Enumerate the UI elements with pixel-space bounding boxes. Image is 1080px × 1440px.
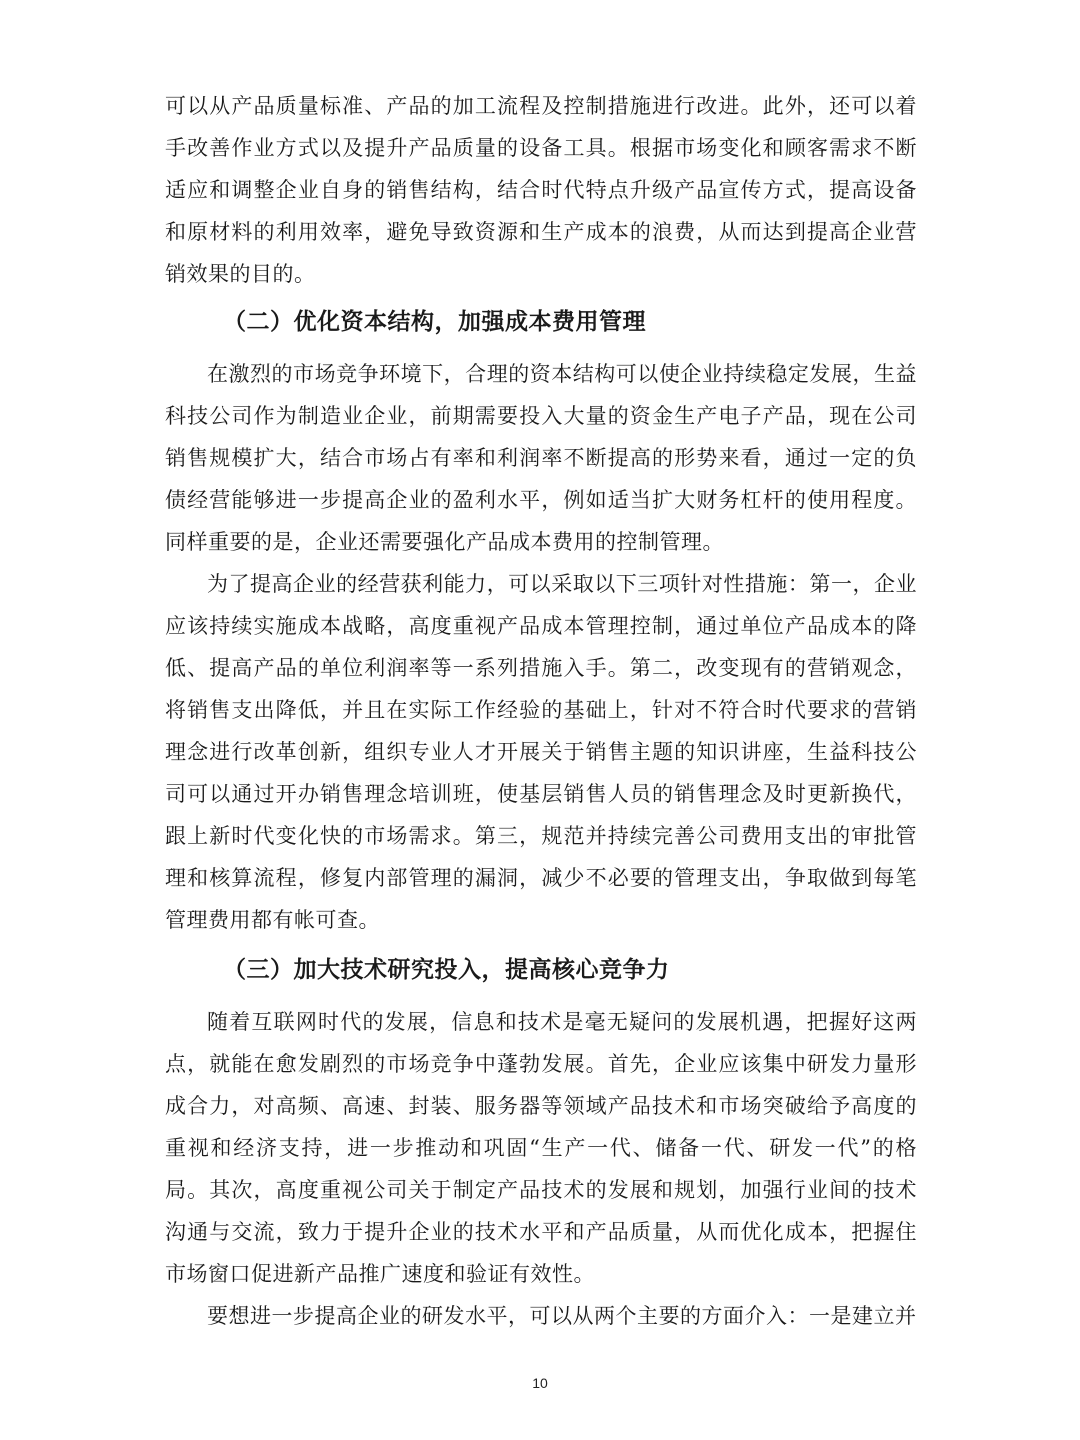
paragraph: 要想进一步提高企业的研发水平，可以从两个主要的方面介入：一是建立并 (207, 1304, 917, 1328)
paragraph: 在激烈的市场竞争环境下，合理的资本结构可以使企业持续稳定发展，生益科技公司作为制造业企业，前期需要投入大量的资金生产电子产品，现在公司销售规模扩大，结合市场占有率和利润率不断提高的形势来看，通过一定的负债经营能够进一步提高企业的盈利水平，例如适当扩大财务杠杆的使用程度。同样重要的是，企业还需要强化产品成本费用的控制管理。 (165, 362, 917, 554)
paragraph: 可以从产品质量标准、产品的加工流程及控制措施进行改进。此外，还可以着手改善作业方式以及提升产品质量的设备工具。根据市场变化和顾客需求不断适应和调整企业自身的销售结构，结合时代特点升级产品宣传方式，提高设备和原材料的利用效率，避免导致资源和生产成本的浪费，从而达到提高企业营销效果的目的。 (165, 94, 917, 286)
paragraph: 为了提高企业的经营获利能力，可以采取以下三项针对性措施：第一，企业应该持续实施成本战略，高度重视产品成本管理控制，通过单位产品成本的降低、提高产品的单位利润率等一系列措施入手。第二，改变现有的营销观念，将销售支出降低，并且在实际工作经验的基础上，针对不符合时代要求的营销理念进行改革创新，组织专业人才开展关于销售主题的知识讲座，生益科技公司可以通过开办销售理念培训班，使基层销售人员的销售理念及时更新换代，跟上新时代变化快的市场需求。第三，规范并持续完善公司费用支出的审批管理和核算流程，修复内部管理的漏洞，减少不必要的管理支出，争取做到每笔管理费用都有帐可查。 (165, 572, 917, 932)
page-number: 10 (532, 1375, 548, 1391)
document-body (165, 85, 917, 1337)
section-heading: （二）优化资本结构，加强成本费用管理 (223, 309, 646, 335)
section-heading: （三）加大技术研究投入，提高核心竞争力 (223, 957, 670, 983)
paragraph: 随着互联网时代的发展，信息和技术是毫无疑问的发展机遇，把握好这两点，就能在愈发剧烈的市场竞争中蓬勃发展。首先，企业应该集中研发力量形成合力，对高频、高速、封装、服务器等领域产品技术和市场突破给予高度的重视和经济支持，进一步推动和巩固“生产一代、储备一代、研发一代”的格局。其次，高度重视公司关于制定产品技术的发展和规划，加强行业间的技术沟通与交流，致力于提升企业的技术水平和产品质量，从而优化成本，把握住市场窗口促进新产品推广速度和验证有效性。 (165, 1010, 917, 1286)
